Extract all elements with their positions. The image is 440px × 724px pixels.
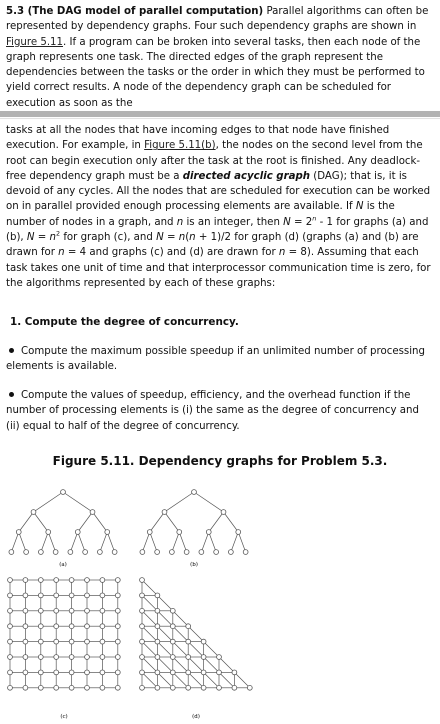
graph-node	[38, 670, 43, 675]
var: N	[283, 216, 291, 228]
edge	[34, 512, 49, 532]
graph-node	[8, 608, 13, 613]
edge	[63, 492, 93, 512]
edge	[142, 672, 157, 687]
text: + 1)/2 for graph (d) (graphs (a) and (b) are drawn for	[6, 232, 419, 259]
graph-node	[201, 670, 206, 675]
graph-node	[100, 685, 105, 690]
bullet-text: Compute the values of speedup, efficiency, and the overhead function if the number of processing elements is (i) the same as the degree of concurrency and (ii) equal to half of the degree of concurrency.	[6, 390, 419, 432]
graph-node	[90, 510, 95, 515]
graph-node	[140, 670, 145, 675]
graph-node	[23, 578, 28, 583]
graph-c	[8, 578, 121, 691]
graph-node	[115, 578, 120, 583]
graph-node	[186, 655, 191, 660]
text: for graph (c), and	[60, 232, 157, 244]
edge	[142, 580, 157, 595]
graph-node	[199, 550, 204, 555]
graph-node	[100, 639, 105, 644]
graph-node	[8, 685, 13, 690]
edge	[204, 657, 219, 672]
edge	[173, 626, 188, 641]
graph-node	[53, 550, 58, 555]
text: = 2	[290, 216, 313, 228]
graph-node	[38, 608, 43, 613]
graph-node	[9, 550, 14, 555]
var: n	[176, 216, 184, 228]
graph-node	[206, 530, 211, 535]
graph-node	[85, 639, 90, 644]
label-b: (b)	[190, 562, 198, 568]
graph-node	[69, 608, 74, 613]
graph-node	[170, 608, 175, 613]
graph-node	[228, 550, 233, 555]
edge	[19, 532, 26, 552]
graph-node	[184, 550, 189, 555]
graph-node	[23, 593, 28, 598]
edge	[142, 611, 157, 626]
graph-node	[155, 639, 160, 644]
var: N	[156, 232, 164, 244]
graph-node	[115, 685, 120, 690]
problem-heading: 5.3 (The DAG model of parallel computation)	[6, 6, 264, 17]
graph-node	[155, 593, 160, 598]
graph-node	[115, 593, 120, 598]
graph-node	[170, 655, 175, 660]
graph-node	[54, 578, 59, 583]
edge	[100, 532, 107, 552]
graph-node	[115, 670, 120, 675]
edge	[157, 595, 172, 610]
graph-node	[186, 639, 191, 644]
edge	[201, 532, 208, 552]
edge	[142, 626, 157, 641]
graph-node	[38, 624, 43, 629]
graph-node	[100, 624, 105, 629]
graph-node	[100, 655, 105, 660]
graph-node	[69, 578, 74, 583]
edge	[48, 532, 55, 552]
graph-node	[75, 530, 80, 535]
graph-node	[170, 670, 175, 675]
edge	[219, 657, 234, 672]
edge	[188, 657, 203, 672]
graph-node	[115, 624, 120, 629]
graph-node	[16, 530, 21, 535]
text: is the number of nodes in a graph, and	[6, 201, 395, 228]
page-divider	[0, 111, 440, 117]
graph-node	[8, 593, 13, 598]
edge	[142, 642, 157, 657]
text: - 1 for graphs (a) and (b),	[6, 216, 429, 244]
graph-node	[155, 624, 160, 629]
edge	[157, 672, 172, 687]
edge	[157, 626, 172, 641]
graph-node	[217, 655, 222, 660]
graph-node	[232, 685, 237, 690]
var: n	[278, 247, 286, 259]
graph-node	[236, 530, 241, 535]
graph-node	[201, 655, 206, 660]
graph-node	[54, 608, 59, 613]
graph-node	[54, 670, 59, 675]
bullet-icon	[9, 348, 14, 353]
graph-node	[23, 685, 28, 690]
edge	[41, 532, 48, 552]
graph-node	[112, 550, 117, 555]
edge	[219, 672, 234, 687]
edge	[179, 532, 186, 552]
edge	[173, 642, 188, 657]
exponent: n	[312, 214, 317, 223]
graph-node	[8, 655, 13, 660]
graph-node	[38, 578, 43, 583]
graph-node	[201, 639, 206, 644]
graph-node	[38, 593, 43, 598]
graph-node	[232, 670, 237, 675]
edge	[188, 672, 203, 687]
graph-node	[85, 685, 90, 690]
text: (DAG); that is, it is devoid of any cycles. All the nodes that are scheduled for execution can be worked on in parallel provided enough processing elements are available. If	[6, 170, 431, 213]
graph-node	[23, 655, 28, 660]
graph-node	[214, 550, 219, 555]
graph-node	[170, 624, 175, 629]
graph-node	[85, 624, 90, 629]
var: n	[49, 232, 57, 244]
graph-node	[155, 608, 160, 613]
graph-node	[155, 670, 160, 675]
graph-node	[140, 655, 145, 660]
label-d: (d)	[192, 714, 200, 720]
graph-node	[54, 624, 59, 629]
bullet-text: Compute the maximum possible speedup if an unlimited number of processing elements is available.	[6, 346, 425, 373]
graph-node	[85, 578, 90, 583]
label-a: (a)	[59, 562, 67, 568]
graph-node	[83, 550, 88, 555]
problem-paragraph-2	[6, 123, 432, 291]
graph-node	[140, 593, 145, 598]
graph-node	[100, 670, 105, 675]
graph-node	[155, 550, 160, 555]
edge	[194, 492, 224, 512]
graph-node	[68, 550, 73, 555]
graph-node	[38, 655, 43, 660]
edge	[238, 532, 245, 552]
graph-node	[140, 608, 145, 613]
graph-node	[140, 624, 145, 629]
graph-node	[85, 655, 90, 660]
edge	[157, 642, 172, 657]
label-c: (c)	[60, 714, 68, 720]
edge	[173, 611, 188, 626]
graph-a	[9, 490, 117, 555]
exponent: 2	[56, 229, 61, 238]
edge	[209, 512, 224, 532]
dag-term: directed acyclic graph	[182, 170, 311, 182]
edge	[204, 672, 219, 687]
var: N	[355, 201, 364, 213]
question-1: 1. Compute the degree of concurrency.	[10, 316, 239, 328]
graph-node	[170, 639, 175, 644]
page-divider-line	[0, 118, 440, 119]
graph-node	[69, 670, 74, 675]
graph-node	[221, 510, 226, 515]
edge	[70, 532, 77, 552]
edge	[142, 657, 157, 672]
var: n	[178, 232, 186, 244]
graph-node	[54, 593, 59, 598]
graph-node	[54, 639, 59, 644]
graph-node	[69, 624, 74, 629]
graph-node	[8, 578, 13, 583]
graph-node	[8, 624, 13, 629]
graph-node	[85, 608, 90, 613]
edge	[107, 532, 114, 552]
graph-node	[69, 639, 74, 644]
edge	[19, 512, 34, 532]
edge	[165, 492, 195, 512]
dependency-graphs-figure	[0, 470, 440, 724]
graph-node	[162, 510, 167, 515]
graph-node	[186, 670, 191, 675]
graph-node	[243, 550, 248, 555]
edge	[93, 512, 108, 532]
text: Parallel algorithms can often be represented by dependency graphs. Four such dependency graphs are shown in	[6, 6, 429, 33]
graph-node	[192, 490, 197, 495]
graph-node	[31, 510, 36, 515]
edge	[234, 672, 249, 687]
edge	[209, 532, 216, 552]
figure-link-b[interactable]: Figure 5.11(b)	[144, 140, 216, 152]
graph-node	[177, 530, 182, 535]
graph-node	[54, 655, 59, 660]
text: , the nodes on the second level from the root can begin execution only after the task at the root is finished. Any deadlock-free dependency graph must be a	[6, 140, 423, 182]
graph-node	[38, 639, 43, 644]
graph-node	[61, 490, 66, 495]
edge	[188, 642, 203, 657]
text: =	[34, 232, 50, 244]
edge	[204, 642, 219, 657]
var: N	[26, 232, 35, 244]
question-bullet-1	[6, 344, 434, 375]
graph-node	[115, 608, 120, 613]
graph-node	[38, 685, 43, 690]
graph-node	[54, 685, 59, 690]
figure-title: Figure 5.11. Dependency graphs for Problem 5.3.	[52, 454, 388, 468]
graph-node	[115, 639, 120, 644]
graph-node	[69, 685, 74, 690]
text: is an integer, then	[183, 216, 284, 228]
var: n	[58, 247, 65, 259]
edge	[188, 626, 203, 641]
edge	[142, 595, 157, 610]
edge	[165, 512, 180, 532]
edge	[157, 611, 172, 626]
var: n	[189, 232, 196, 244]
question-bullet-2	[6, 388, 434, 434]
graph-node	[69, 593, 74, 598]
graph-node	[23, 608, 28, 613]
graph-node	[115, 655, 120, 660]
graph-node	[85, 593, 90, 598]
edge	[172, 532, 179, 552]
graph-node	[140, 685, 145, 690]
edge	[150, 512, 165, 532]
edge	[157, 657, 172, 672]
text: = 8). Assuming that each task takes one unit of time and that interprocessor communication time is zero, for the algorithms represented by each of these graphs:	[6, 247, 431, 289]
graph-node	[155, 685, 160, 690]
figure-link[interactable]: Figure 5.11	[6, 36, 64, 48]
graph-node	[140, 550, 145, 555]
graph-node	[247, 685, 252, 690]
edge	[78, 532, 85, 552]
bullet-icon	[9, 392, 14, 397]
edge	[78, 512, 93, 532]
graph-node	[201, 685, 206, 690]
graph-node	[155, 655, 160, 660]
graph-node	[97, 550, 102, 555]
text: =	[163, 232, 179, 244]
graph-b	[140, 490, 248, 555]
edge	[173, 672, 188, 687]
graph-node	[217, 670, 222, 675]
edge	[150, 532, 157, 552]
edge	[11, 532, 18, 552]
edge	[173, 657, 188, 672]
graph-node	[186, 685, 191, 690]
graph-d	[140, 578, 253, 691]
problem-paragraph-1	[6, 4, 432, 111]
edge	[224, 512, 239, 532]
graph-node	[23, 624, 28, 629]
graph-node	[38, 550, 43, 555]
graph-node	[24, 550, 29, 555]
graph-node	[8, 670, 13, 675]
graph-node	[100, 578, 105, 583]
graph-node	[217, 685, 222, 690]
text: = 4 and graphs (c) and (d) are drawn for	[64, 247, 279, 259]
graph-node	[23, 670, 28, 675]
graph-node	[85, 670, 90, 675]
graph-node	[8, 639, 13, 644]
graph-node	[147, 530, 152, 535]
graph-node	[186, 624, 191, 629]
graph-node	[100, 608, 105, 613]
edge	[231, 532, 238, 552]
text: . If a program can be broken into several tasks, then each node of the graph represents one task. The directed edges of the graph represent the dependencies between the tasks or the order in which they must be performed to yield correct results. A node of the dependency graph can be scheduled for execution as soon as the	[6, 36, 425, 109]
text: (	[185, 232, 190, 244]
graph-node	[169, 550, 174, 555]
graph-node	[100, 593, 105, 598]
graph-node	[170, 685, 175, 690]
graph-node	[23, 639, 28, 644]
edge	[142, 532, 149, 552]
text: tasks at all the nodes that have incoming edges to that node have finished execution. For example, in	[6, 125, 390, 152]
edge	[34, 492, 64, 512]
graph-node	[140, 639, 145, 644]
graph-node	[140, 578, 145, 583]
graph-node	[69, 655, 74, 660]
graph-node	[46, 530, 51, 535]
graph-node	[105, 530, 110, 535]
